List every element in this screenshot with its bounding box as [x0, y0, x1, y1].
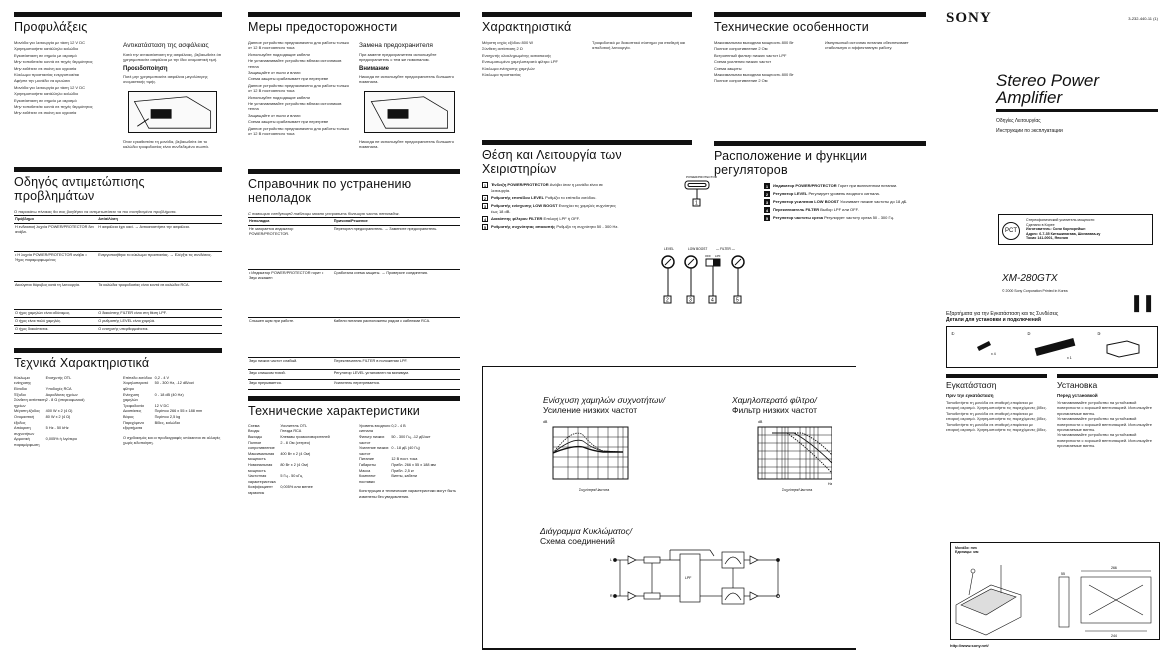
svg-text:Συχνότητα/Частота: Συχνότητα/Частота: [782, 488, 813, 492]
svg-text:R: R: [610, 594, 613, 598]
column-greek-2: Χαρακτηριστικά Μέγιστη ισχύς εξόδου 800 W Σύνθετη αντίσταση 2 Ω Ενισχυτής ολοκληρωμένης κατασκευής Ενσωματωμένο χαμηλοπερατό φίλτρο LPF Κύκλωμα ενίσχυσης χαμηλών Κύκλωμα προστασίας Τροφοδοτικό με διακοπτικό σύστημα για σταθερή και αποδοτική λειτουργία. Θέση και Λειτουργία των Χειριστηρίων 1 Ένδειξη POWER/PROTECTOR Ανάβει όταν η μονάδα είναι σε λειτουργία. 2 Ρυθμιστής επιπέδου LEVEL Ρυθμίζει το επίπεδο εισόδου. 3 Ρυθμιστής ενίσχυσης LOW BOOST Ενισχύει τις χαμηλές συχνότητες έως 18 dB. 4 Διακόπτης φίλτρου FILTER Επιλογή LPF ή OFF. 5 Ρυθμιστής συχνότητας αποκοπής Ρυθμίζει τη συχνότητα 50 - 300 Hz.: [482, 0, 692, 232]
svg-text:x 1: x 1: [1067, 355, 1072, 360]
circuit-diagram: Διάγραμμα Κυκλώματος/ Схема соединений L R LPF: [540, 526, 810, 623]
table-row: Ο ήχος είναι πολύ χαμηλός. Ο ρυθμιστής LEVEL είναι χαμηλά.: [14, 317, 222, 325]
svg-text:LOW BOOST: LOW BOOST: [688, 247, 708, 251]
column-russian-2: Технические особенности Максимальная выходная мощность 800 Вт Полное сопротивление 2 Ом Встроенный фильтр низких частот LPF Схема усиления низких частот Схема защиты Максимальная выходная мощность 800 Вт Полное сопротивление 2 Ом Импульсный источник питания обеспечивает стабильную и эффективную работу. Расположение и функции регуляторов 1 Индикатор POWER/PROTECTOR Горит при включенном питании. 2 Регулятор LEVEL Регулирует уровень входного сигнала. 3 Регулятор усиления LOW BOOST Усиливает низкие частоты до 18 дБ. 4 Переключатель FILTER Выбор LPF или OFF. 5 Регулятор частоты среза Регулирует частоту среза 50 - 300 Гц.: [714, 0, 926, 223]
svg-text:55: 55: [1061, 572, 1065, 576]
install-title-ru: Установка: [1057, 379, 1098, 390]
precautions-list: Μονάδα για λειτουργία με τάση 12 V DC Χρησιμοποιήστε κατάλληλο καλώδιο Εγκατάσταση σε σημείο με αερισμό Μην τοποθετείτε κοντά σε πηγές θερμότητας Μην εκθέτετε σε σκόνη και υγρασία Κύκλωμα προστασίας ενεργοποιείται Αφήστε την μονάδα να κρυώσει Μονάδα για λειτουργία με τάση 12 V DC Χρησιμοποιήστε κατάλληλο καλώδιο Εγκατάσταση σε σημείο με αερισμό Μην τοποθετείτε κοντά σε πηγές θερμότητας Μην εκθέτετε σε σκόνη και υγρασία: [14, 40, 93, 116]
svg-text:③: ③: [1097, 330, 1101, 336]
product-title: Stereo Power: [996, 71, 1099, 90]
website-url[interactable]: http://www.sony.net/: [950, 643, 989, 648]
table-row: • Индикатор POWER/PROTECTOR горит • Звук искажен Сработала схема защиты. → Проверьте соединения.: [248, 269, 460, 317]
controls-title-ru: Расположение и функции регуляторов: [714, 148, 868, 177]
svg-text:LPF: LPF: [685, 576, 692, 580]
precautions-title-ru: Меры предосторожности: [248, 20, 398, 34]
model-number: XM-280GTX: [1002, 272, 1058, 284]
svg-text:LPF: LPF: [715, 254, 721, 258]
svg-text:dB: dB: [543, 420, 548, 424]
specs-title-ru: Технические характеристики: [248, 403, 420, 418]
svg-text:3: 3: [689, 297, 692, 304]
table-row: Η ενδεικτική λυχνία POWER/PROTECTOR δεν ανάβει. Η ασφάλεια έχει καεί. → Αντικαταστήστε την ασφάλεια.: [14, 223, 222, 251]
svg-text:L: L: [610, 558, 612, 562]
svg-text:5: 5: [736, 297, 739, 304]
svg-text:②: ②: [1027, 330, 1031, 336]
svg-text:LEVEL: LEVEL: [664, 247, 674, 251]
troubleshooting-title: Οδηγός αντιμετώπισης προβλημάτων: [14, 175, 145, 204]
column-russian-1: Меры предосторожности Данное устройство предназначено для работы только от 12 В постоянного тока Используйте подходящие кабели Не устанавливайте устройство вблизи источников тепла Защищайте от пыли и влаги Схема защиты срабатывает при перегреве Данное устройство предназначено для работы только от 12 В постоянного тока Используйте подходящие кабели Не устанавливайте устройство вблизи источников тепла Защищайте от пыли и влаги Схема защиты срабатывает при перегреве Данное устройство предназначено для работы только от 12 В постоянного тока Замена предохранителя При замене предохранителя используйте предохранитель с тем же номиналом. Внимание Никогда не используйте предохранитель большего номинала. Никогда не используйте предохранитель большего номинала. Справочник по устранению неполадок С помощью следующей таблицы можно устранить большую часть неполадок. Неполадка Причина/Решение Не загорается индикатор POWER/PROTECTOR. Перегорел предохранитель. → Замените предохранитель. • Индикатор POWER/PROTECTOR горит • Звук искажен Сработала схема защиты. → Проверьте соединения. Слышен шум при работе. Кабели питания расположены рядом с кабелями RCA. Звук низких частот слабый. Переключатель FILTER в положении LPF. Звук слишком тихий. Регулятор LEVEL установлен на минимум. Звук прерывается. Усилитель перегревается. Технические характеристики Схема Усилитель OTL Входы Гнезда RCA Выходы Клеммы громкоговорителей Полное сопротивление 2 - 8 Ом (стерео) Максимальная мощность 400 Вт x 2 (4 Ом) Номинальная мощность 80 Вт x 2 (4 Ом) Частотная характеристика 5 Гц - 50 кГц Коэффициент гармоник 0,005% или менее Уровень входного сигнала 0,2 - 4 В Фильтр низких частот 50 - 300 Гц, -12 дБ/окт Усиление низких частот 0 - 18 дБ (40 Гц) Питание 12 В пост. тока Габариты Прибл. 266 x 55 x 188 мм Масса Прибл. 2,5 кг Комплект поставки Винты, кабели Конструкция и технические характеристики могут быть изменены без уведомления.: [248, 0, 460, 501]
svg-text:Hz: Hz: [828, 482, 832, 486]
svg-text:OFF: OFF: [705, 254, 711, 258]
svg-text:266: 266: [1111, 566, 1117, 570]
features-title-ru: Технические особенности: [714, 20, 869, 34]
svg-text:x 4: x 4: [991, 351, 996, 356]
svg-text:1: 1: [695, 200, 698, 207]
svg-text:244: 244: [1111, 634, 1117, 638]
svg-text:dB: dB: [758, 420, 763, 424]
table-row: Ακούγεται θόρυβος κατά τη λειτουργία. Τα καλώδια τροφοδοσίας είναι κοντά σε καλώδια RCA.: [14, 281, 222, 309]
troubleshooting-table: Πρόβλημα Αιτία/Λύση Η ενδεικτική λυχνία POWER/PROTECTOR δεν ανάβει. Η ασφάλεια έχει καεί. → Αντικαταστήστε την ασφάλεια. • Η λυχνία POWER/PROTECTOR ανάβει • Ήχος παραμορφωμένος Ενεργοποιήθηκε το κύκλωμα προστασίας. → Ελέγξτε τις συνδέσεις. Ακούγεται θόρυβος κατά τη λειτουργία. Τα καλώδια τροφοδοσίας είναι κοντά σε καλώδια RCA. Ο ήχος χαμηλών είναι αδύναμος. Ο διακόπτης FILTER είναι στη θέση LPF. Ο ήχος είναι πολύ χαμηλός. Ο ρυθμιστής LEVEL είναι χαμηλά. Ο ήχος διακόπτεται. Ο ενισχυτής υπερθερμαίνεται.: [14, 215, 222, 334]
certification-icon: PCT: [1002, 222, 1020, 240]
table-row: Звук слишком тихий. Регулятор LEVEL установлен на минимум.: [248, 369, 460, 379]
fuse-illustration: [128, 91, 217, 133]
svg-text:Συχνότητα/Частота: Συχνότητα/Частота: [579, 488, 610, 492]
fuse-title: Αντικατάσταση της ασφάλειας: [123, 42, 209, 49]
table-row: • Η λυχνία POWER/PROTECTOR ανάβει • Ήχος παραμορφωμένος Ενεργοποιήθηκε το κύκλωμα προστασίας. → Ελέγξτε τις συνδέσεις.: [14, 251, 222, 281]
table-row: Звук низких частот слабый. Переключатель FILTER в положении LPF.: [248, 357, 460, 369]
table-row: Не загорается индикатор POWER/PROTECTOR. Перегорел предохранитель. → Замените предохранитель.: [248, 225, 460, 269]
table-row: Ο ήχος διακόπτεται. Ο ενισχυτής υπερθερμαίνεται.: [14, 325, 222, 333]
table-row: Ο ήχος χαμηλών είναι αδύναμος. Ο διακόπτης FILTER είναι στη θέση LPF.: [14, 309, 222, 317]
lpf-chart: Χαμηλοπερατό φίλτρο/ Фильтр низких частот dB Hz Συχνότητα/Частота: [732, 395, 832, 492]
specs-list: Κύκλωμα ενίσχυσης Ενισχυτής OTL Είσοδοι Υποδοχές RCA Έξοδοι Ακροδέκτες ηχείων Σύνθετη αντίσταση ηχείων 2 - 8 Ω (στερεοφωνικά) Μέγιστη έξοδος 400 W x 2 (4 Ω) Ονομαστική έξοδος 80 W x 2 (4 Ω) Απόκριση συχνοτήτων 5 Hz - 50 kHz Αρμονική παραμόρφωση 0,005% ή λιγότερο Επίπεδο εισόδου 0,2 - 4 V Χαμηλοπερατό φίλτρο 50 - 300 Hz, -12 dB/oct Ενίσχυση χαμηλών 0 - 18 dB (40 Hz) Τροφοδοσία 12 V DC Διαστάσεις Περίπου 266 x 55 x 188 mm Βάρος Περίπου 2,5 kg Παρεχόμενα εξαρτήματα Βίδες, καλώδια Ο σχεδιασμός και οι προδιαγραφές υπόκεινται σε αλλαγές χωρίς ειδοποίηση.: [14, 375, 221, 447]
controls-title: Θέση και Λειτουργία των Χειριστηρίων: [482, 148, 622, 177]
boost-chart: Ενίσχυση χαμηλών συχνοτήτων/ Усиление низких частот dB Συχνότητα/Частота: [543, 395, 665, 492]
troubleshooting-title-ru: Справочник по устранению неполадок: [248, 177, 412, 206]
fuse-illustration: [364, 91, 455, 133]
features-title: Χαρακτηριστικά: [482, 20, 572, 34]
parts-box: [946, 326, 1158, 368]
sony-logo: SONY: [946, 10, 992, 26]
table-row: Слышен шум при работе. Кабели питания расположены рядом с кабелями RCA.: [248, 317, 460, 357]
troubleshooting-table-ru: Неполадка Причина/Решение Не загорается индикатор POWER/PROTECTOR. Перегорел предохранитель. → Замените предохранитель. • Индикатор POWER/PROTECTOR горит • Звук искажен Сработала схема защиты. → Проверьте соединения. Слышен шум при работе. Кабели питания расположены рядом с кабелями RCA. Звук низких частот слабый. Переключатель FILTER в положении LPF. Звук слишком тихий. Регулятор LEVEL установлен на минимум. Звук прерывается. Усилитель перегревается.: [248, 217, 460, 390]
install-title-gr: Εγκατάσταση: [946, 379, 997, 390]
cover-panel: SONY 3-232-440-11 (1) Stereo Power Amplifier Οδηγίες Λειτουργίας Инструкции по эксплуатации PCT Стереофонический усилитель мощности Сделано в Корее Изготовитель: Сони Корпорейшн Адрес: 6-7-35 Киташинагава, Шинагава-ку Токио 141-0001, Япония XM-280GTX © 2000 Sony Corporation Printed in Korea ▌▌ Εξαρτήματα για την Εγκατάσταση και τις Συνδέσεις Детали для установки и подключений ① ② ③ x 4 x 1 Εγκατάσταση Πριν την εγκατάσταση Τοποθετήστε τη μονάδα σε σταθερή επιφάνεια με επαρκή αερισμό. Χρησιμοποιήστε τις παρεχόμενες βίδες. Τοποθετήστε τη μονάδα σε σταθερή επιφάνεια με επαρκή αερισμό. Χρησιμοποιήστε τις παρεχόμενες βίδες. Τοποθετήστε τη μονάδα σε σταθερή επιφάνεια με επαρκή αερισμό. Χρησιμοποιήστε τις παρεχόμενες βίδες. Установка Перед установкой Устанавливайте устройство на устойчивой поверхности с хорошей вентиляцией. Используйте прилагаемые винты. Устанавливайте устройство на устойчивой поверхности с хорошей вентиляцией. Используйте прилагаемые винты. Устанавливайте устройство на устойчивой поверхности с хорошей вентиляцией. Используйте прилагаемые винты.: [946, 10, 1158, 449]
certification-box: PCT Стереофонический усилитель мощности Сделано в Корее Изготовитель: Сони Корпорейшн Адрес: 6-7-35 Киташинагава, Шинагава-ку Токио 141-0001, Япония: [998, 214, 1153, 245]
precautions-title: Προφυλάξεις: [14, 20, 88, 34]
specs-title: Τεχνικά Χαρακτηριστικά: [14, 355, 150, 370]
section-bar: [14, 12, 222, 17]
svg-text:4: 4: [711, 297, 714, 304]
svg-text:POWER/PROTECTOR: POWER/PROTECTOR: [686, 175, 717, 179]
svg-text:— FILTER —: — FILTER —: [716, 247, 735, 251]
svg-text:2: 2: [666, 297, 669, 304]
column-greek-1: Προφυλάξεις Μονάδα για λειτουργία με τάση 12 V DC Χρησιμοποιήστε κατάλληλο καλώδιο Εγκατάσταση σε σημείο με αερισμό Μην τοποθετείτε κοντά σε πηγές θερμότητας Μην εκθέτετε σε σκόνη και υγρασία Κύκλωμα προστασίας ενεργοποιείται Αφήστε την μονάδα να κρυώσει Μονάδα για λειτουργία με τάση 12 V DC Χρησιμοποιήστε κατάλληλο καλώδιο Εγκατάσταση σε σημείο με αερισμό Μην τοποθετείτε κοντά σε πηγές θερμότητας Μην εκθέτετε σε σκόνη και υγρασία Αντικατάσταση της ασφάλειας Κατά την αντικατάσταση της ασφάλειας, βεβαιωθείτε ότι χρησιμοποιείτε ασφάλεια με την ίδια ονομαστική τιμή. Προειδοποίηση Ποτέ μην χρησιμοποιείτε ασφάλεια μεγαλύτερης ονομαστικής τιμής. Όταν εγκαθιστάτε τη μονάδα, βεβαιωθείτε ότι το καλώδιο τροφοδοσίας είναι συνδεδεμένο σωστά. Οδηγός αντιμετώπισης προβλημάτων Ο παρακάτω πίνακας θα σας βοηθήσει να αντιμετωπίσετε τα πιο συνηθισμένα προβλήματα. Πρόβλημα Αιτία/Λύση Η ενδεικτική λυχνία POWER/PROTECTOR δεν ανάβει. Η ασφάλεια έχει καεί. → Αντικαταστήστε την ασφάλεια. • Η λυχνία POWER/PROTECTOR ανάβει • Ήχος παραμορφωμένος Ενεργοποιήθηκε το κύκλωμα προστασίας. → Ελέγξτε τις συνδέσεις. Ακούγεται θόρυβος κατά τη λειτουργία. Τα καλώδια τροφοδοσίας είναι κοντά σε καλώδια RCA. Ο ήχος χαμηλών είναι αδύναμος. Ο διακόπτης FILTER είναι στη θέση LPF. Ο ήχος είναι πολύ χαμηλός. Ο ρυθμιστής LEVEL είναι χαμηλά. Ο ήχος διακόπτεται. Ο ενισχυτής υπερθερμαίνεται. Τεχνικά Χαρακτηριστικά Κύκλωμα ενίσχυσης Ενισχυτής OTL Είσοδοι Υποδοχές RCA Έξοδοι Ακροδέκτες ηχείων Σύνθετη αντίσταση ηχείων 2 - 8 Ω (στερεοφωνικά) Μέγιστη έξοδος 400 W x 2 (4 Ω) Ονομαστική έξοδος 80 W x 2 (4 Ω) Απόκριση συχνοτήτων 5 Hz - 50 kHz Αρμονική παραμόρφωση 0,005% ή λιγότερο Επίπεδο εισόδου 0,2 - 4 V Χαμηλοπερατό φίλτρο 50 - 300 Hz, -12 dB/oct Ενίσχυση χαμηλών 0 - 18 dB (40 Hz) Τροφοδοσία 12 V DC Διαστάσεις Περίπου 266 x 55 x 188 mm Βάρος Περίπου 2,5 kg Παρεχόμενα εξαρτήματα Βίδες, καλώδια Ο σχεδιασμός και οι προδιαγραφές υπόκεινται σε αλλαγές χωρίς ειδοποίηση.: [14, 0, 222, 449]
svg-text:①: ①: [951, 330, 955, 336]
mounting-diagram: Μονάδα: mm Единицы: мм 266 244 55: [950, 542, 1160, 640]
table-row: Звук прерывается. Усилитель перегревается.: [248, 379, 460, 389]
